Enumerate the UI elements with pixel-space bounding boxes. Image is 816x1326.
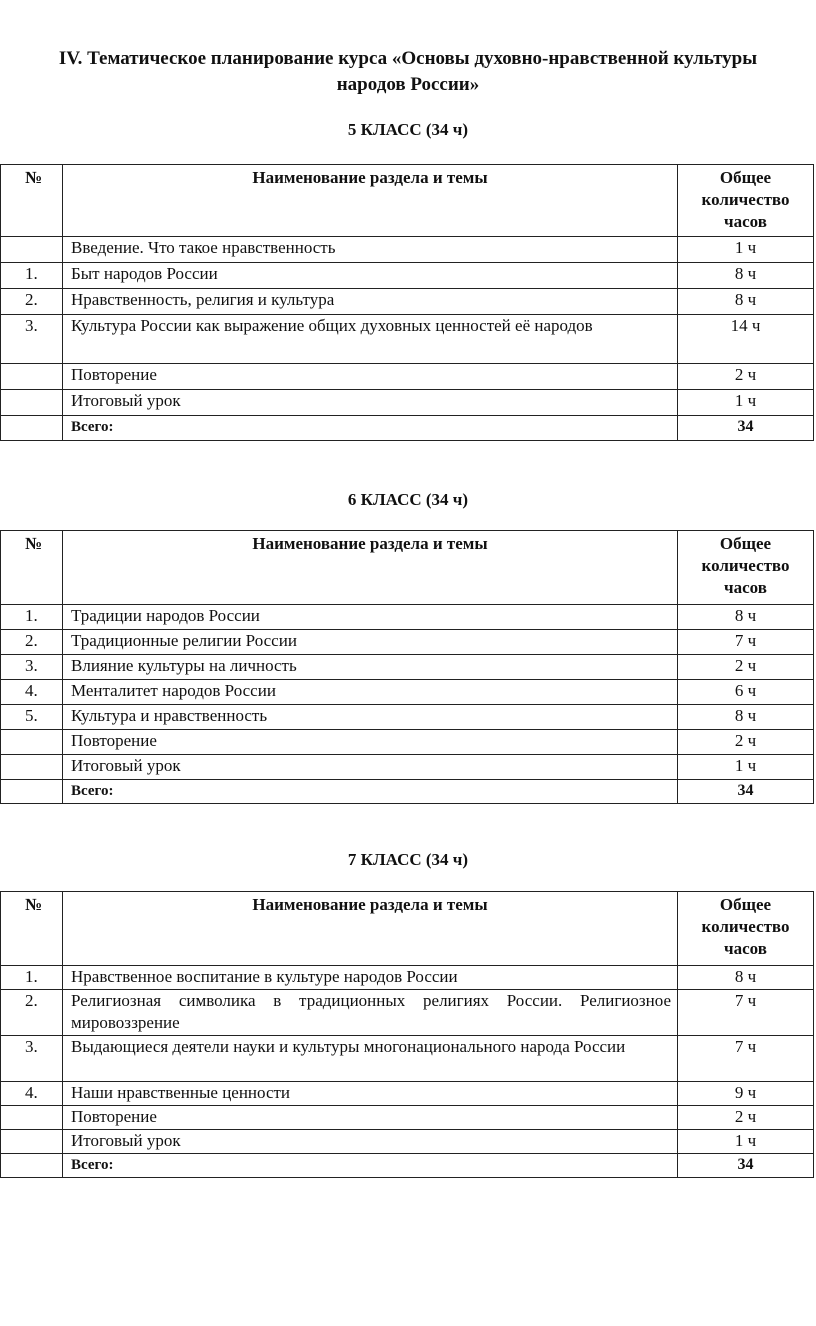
row-number (1, 755, 63, 780)
row-hours: 8 ч (678, 605, 814, 630)
page-title-line-1: IV. Тематическое планирование курса «Основы духовно-нравственной культуры (58, 48, 758, 69)
row-number: 2. (1, 289, 63, 315)
column-header-number: № (1, 165, 63, 237)
grade-6-table (0, 530, 814, 804)
row-hours: 8 ч (678, 966, 814, 990)
page-title (0, 46, 816, 98)
grade-7-heading: 7 КЛАСС (34 ч) (347, 850, 469, 869)
column-header-hours-line-2: количество (701, 190, 790, 209)
column-header-hours-line-2: количество (701, 917, 790, 936)
table-row (1, 289, 814, 315)
column-header-number: № (1, 531, 63, 605)
table-header-row (1, 531, 814, 605)
row-number: 1. (1, 605, 63, 630)
row-topic: Традиционные религии России (63, 630, 678, 655)
table-row (1, 730, 814, 755)
page-title-line-2: народов России» (336, 74, 480, 95)
table-row (1, 655, 814, 680)
row-hours: 7 ч (678, 990, 814, 1036)
column-header-topic: Наименование раздела и темы (63, 892, 678, 966)
table-row (1, 1130, 814, 1154)
column-header-hours-line-3: часов (724, 212, 767, 231)
row-topic: Выдающиеся деятели науки и культуры многонационального народа России (63, 1036, 678, 1082)
row-number (1, 730, 63, 755)
row-number (1, 1106, 63, 1130)
grade-5-heading: 5 КЛАСС (34 ч) (347, 120, 469, 139)
table-row (1, 990, 814, 1036)
table-row (1, 1082, 814, 1106)
row-topic: Итоговый урок (63, 1130, 678, 1154)
row-hours: 1 ч (678, 237, 814, 263)
column-header-hours (678, 531, 814, 605)
column-header-hours-line-1: Общее (719, 895, 772, 914)
total-row (1, 780, 814, 804)
row-hours: 1 ч (678, 1130, 814, 1154)
column-header-number: № (1, 892, 63, 966)
row-hours: 2 ч (678, 364, 814, 390)
row-number (1, 364, 63, 390)
table-header-row (1, 165, 814, 237)
grade-6-heading: 6 КЛАСС (34 ч) (347, 490, 469, 509)
table-row (1, 630, 814, 655)
row-hours: 14 ч (678, 315, 814, 364)
row-topic: Религиозная символика в традиционных религиях России. Религиозное мировоззрение (63, 990, 678, 1036)
column-header-hours-line-1: Общее (719, 168, 772, 187)
row-number (1, 1130, 63, 1154)
table-row (1, 605, 814, 630)
row-hours: 1 ч (678, 755, 814, 780)
row-number: 1. (1, 966, 63, 990)
row-number (1, 237, 63, 263)
row-hours: 7 ч (678, 1036, 814, 1082)
table-row (1, 755, 814, 780)
total-value: 34 (678, 780, 814, 804)
total-row (1, 1154, 814, 1178)
row-hours: 6 ч (678, 680, 814, 705)
row-hours: 2 ч (678, 1106, 814, 1130)
column-header-hours-line-1: Общее (719, 534, 772, 553)
row-topic: Культура России как выражение общих духовных ценностей её народов (63, 315, 678, 364)
table-row (1, 1036, 814, 1082)
column-header-hours (678, 892, 814, 966)
grade-7-table (0, 891, 814, 1178)
column-header-hours-line-3: часов (724, 578, 767, 597)
table-row (1, 263, 814, 289)
row-topic: Повторение (63, 364, 678, 390)
row-hours: 9 ч (678, 1082, 814, 1106)
row-topic: Повторение (63, 1106, 678, 1130)
total-label: Всего: (63, 780, 678, 804)
row-hours: 8 ч (678, 705, 814, 730)
total-value: 34 (678, 416, 814, 441)
row-topic: Менталитет народов России (63, 680, 678, 705)
total-label: Всего: (63, 416, 678, 441)
row-hours: 1 ч (678, 390, 814, 416)
column-header-topic: Наименование раздела и темы (63, 531, 678, 605)
row-topic: Наши нравственные ценности (63, 1082, 678, 1106)
row-topic: Нравственность, религия и культура (63, 289, 678, 315)
row-topic: Повторение (63, 730, 678, 755)
table-row (1, 680, 814, 705)
row-topic: Культура и нравственность (63, 705, 678, 730)
column-header-hours-line-3: часов (724, 939, 767, 958)
row-number: 3. (1, 1036, 63, 1082)
row-hours: 8 ч (678, 263, 814, 289)
table-row (1, 966, 814, 990)
row-topic: Традиции народов России (63, 605, 678, 630)
column-header-hours (678, 165, 814, 237)
table-row (1, 237, 814, 263)
grade-5-table (0, 164, 814, 441)
row-number: 4. (1, 1082, 63, 1106)
table-row (1, 390, 814, 416)
row-topic: Нравственное воспитание в культуре народов России (63, 966, 678, 990)
row-number: 5. (1, 705, 63, 730)
row-topic: Влияние культуры на личность (63, 655, 678, 680)
row-hours: 2 ч (678, 655, 814, 680)
table-row (1, 705, 814, 730)
row-topic: Итоговый урок (63, 755, 678, 780)
row-hours: 8 ч (678, 289, 814, 315)
table-row (1, 364, 814, 390)
row-hours: 2 ч (678, 730, 814, 755)
row-number (1, 390, 63, 416)
table-row (1, 1106, 814, 1130)
table-header-row (1, 892, 814, 966)
column-header-topic: Наименование раздела и темы (63, 165, 678, 237)
column-header-hours-line-2: количество (701, 556, 790, 575)
row-number: 2. (1, 990, 63, 1036)
row-number: 4. (1, 680, 63, 705)
total-row (1, 416, 814, 441)
row-number: 1. (1, 263, 63, 289)
row-topic: Итоговый урок (63, 390, 678, 416)
row-number: 3. (1, 315, 63, 364)
table-row (1, 315, 814, 364)
total-value: 34 (678, 1154, 814, 1178)
row-topic: Введение. Что такое нравственность (63, 237, 678, 263)
total-label: Всего: (63, 1154, 678, 1178)
row-number: 2. (1, 630, 63, 655)
row-topic: Быт народов России (63, 263, 678, 289)
row-number: 3. (1, 655, 63, 680)
row-hours: 7 ч (678, 630, 814, 655)
